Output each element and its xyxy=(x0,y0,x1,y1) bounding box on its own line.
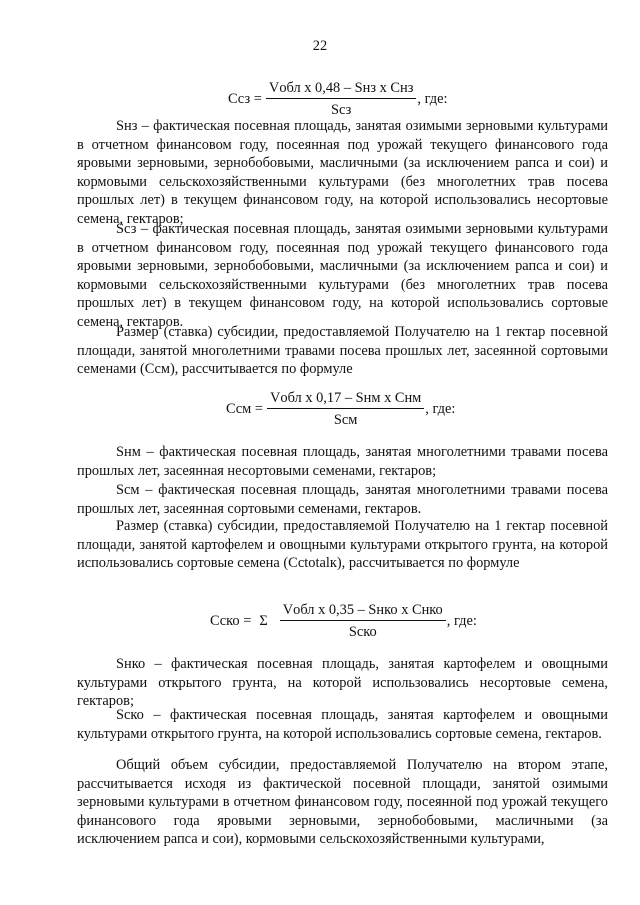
paragraph: Общий объем субсидии, предоставляемой Получателю на втором этапе, рассчитывается исходя из фактической посевной площади, занятой озимыми зерновыми культурами в отчетном финансовом году, посеянной под урожай текущего финансового года яровыми зерновыми, зернобобовыми, масличными (за исключением рапса и сои), кормовыми сельскохозяйственными культурами, xyxy=(77,757,608,848)
formula-tail: , где: xyxy=(425,401,456,418)
paragraph: Размер (ставка) субсидии, предоставляемой Получателю на 1 гектар посевной площади, занятой картофелем и овощными культурами открытого грунта, на которой использовались сортовые семена (Ссtotalк), рассчитывается по формуле xyxy=(77,518,608,572)
formula-ssm xyxy=(226,390,455,429)
fraction xyxy=(280,602,446,641)
fraction xyxy=(266,80,416,119)
paragraph: Sсм – фактическая посевная площадь, занятая многолетними травами посева прошлых лет, засеянная сортовыми семенами, гектаров. xyxy=(77,482,608,517)
fraction xyxy=(267,390,424,429)
formula-lhs: Сско = xyxy=(210,613,252,630)
paragraph: Sско – фактическая посевная площадь, занятая картофелем и овощными культурами открытого грунта, на которой использовались сортовые семена, гектаров. xyxy=(77,707,608,742)
fraction-numerator: Vобл х 0,17 – Sнм х Снм xyxy=(267,390,424,409)
page-number: 22 xyxy=(312,38,328,54)
fraction-denominator: Sско xyxy=(348,624,377,640)
paragraph: Размер (ставка) субсидии, предоставляемой Получателю на 1 гектар посевной площади, занятой многолетними травами посева прошлых лет, засеянной сортовыми семенами (Ссм), рассчитывается по формуле xyxy=(77,324,608,378)
paragraph: Sнз – фактическая посевная площадь, занятая озимыми зерновыми культурами в отчетном финансовом году, посеянная под урожай текущего финансового года яровыми зерновыми, зернобобовыми, масличными (за исключением рапса и сои) и кормовыми сельскохозяйственными культурами (без многолетних трав посева прошлых лет) в текущем финансовом году, на которой использовались несортовые семена, гектаров; xyxy=(77,118,608,227)
formula-ssz xyxy=(228,80,447,119)
formula-tail: , где: xyxy=(417,91,448,108)
formula-ssko xyxy=(210,602,477,641)
fraction-numerator: Vобл х 0,48 – Sнз х Снз xyxy=(266,80,416,99)
fraction-numerator: Vобл х 0,35 – Sнко х Снко xyxy=(280,602,446,621)
formula-tail: , где: xyxy=(446,613,477,630)
paragraph: Sнм – фактическая посевная площадь, занятая многолетними травами посева прошлых лет, засеянная несортовыми семенами, гектаров; xyxy=(77,444,608,479)
fraction-denominator: Sсм xyxy=(333,412,358,428)
formula-lhs: Ссз = xyxy=(228,91,262,108)
fraction-denominator: Sсз xyxy=(330,102,352,118)
sum-sign: Σ xyxy=(259,613,268,630)
paragraph: Sнко – фактическая посевная площадь, занятая картофелем и овощными культурами открытого грунта, на которой использовались несортовые семена, гектаров; xyxy=(77,656,608,710)
paragraph: Sсз – фактическая посевная площадь, занятая озимыми зерновыми культурами в отчетном финансовом году, посеянная под урожай текущего финансового года яровыми зерновыми, зернобобовыми, масличными (за исключением рапса и сои) и кормовыми сельскохозяйственными культурами (без многолетних трав посева прошлых лет) в текущем финансовом году, на которой использовались сортовые семена, гектаров. xyxy=(77,221,608,330)
formula-lhs: Ссм = xyxy=(226,401,263,418)
